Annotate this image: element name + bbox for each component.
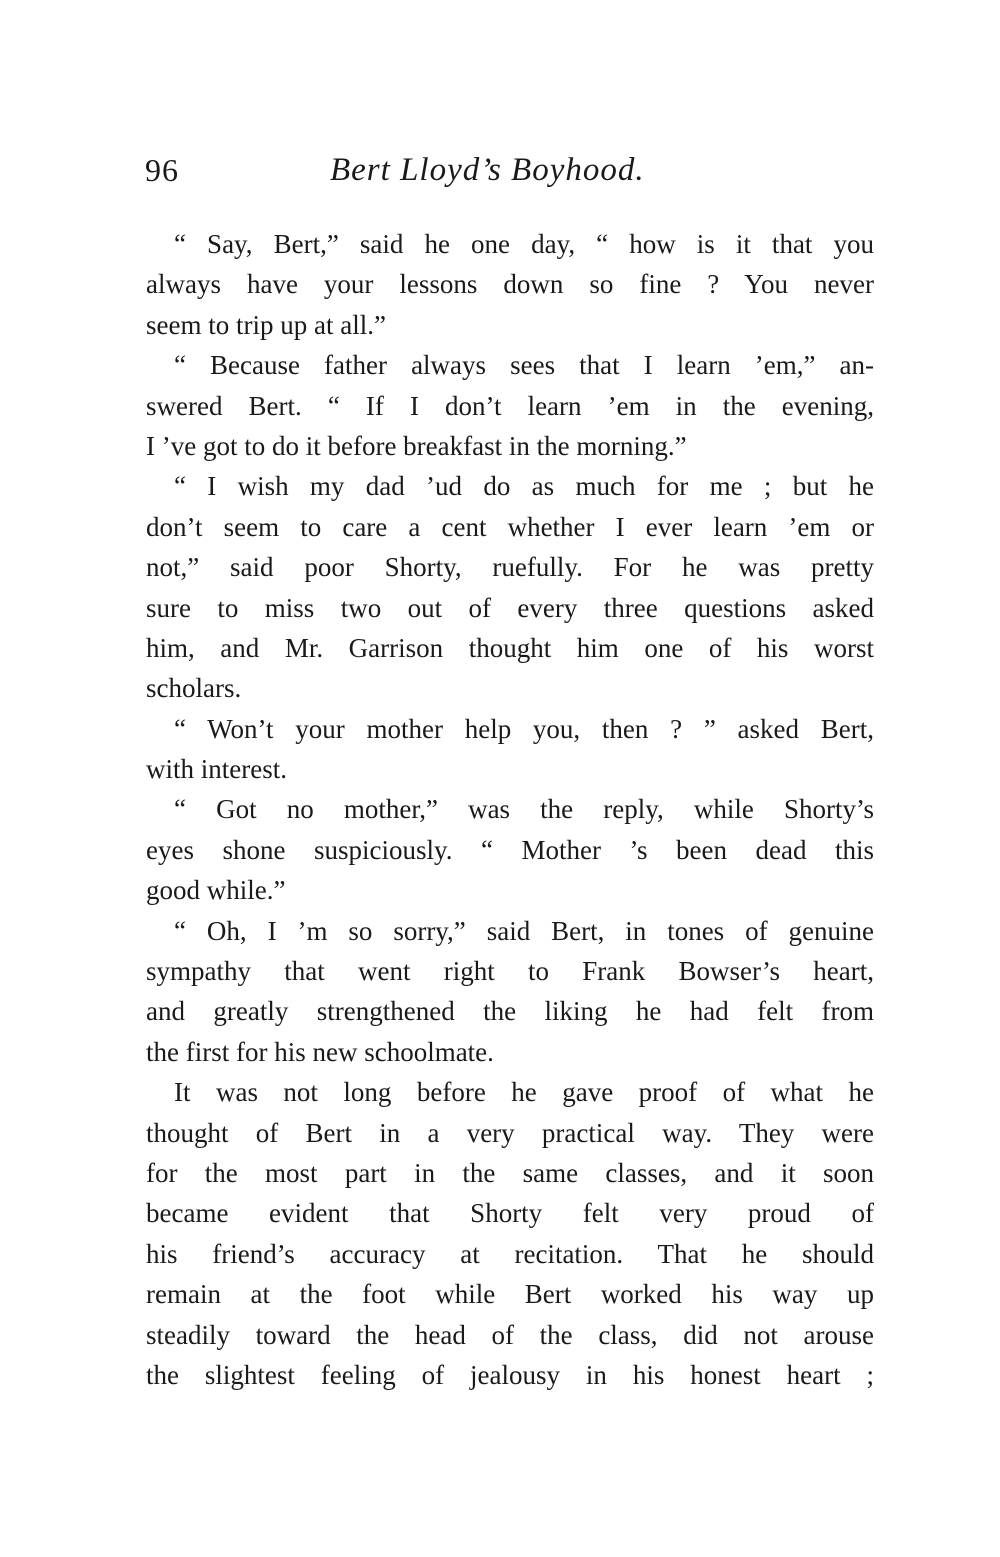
running-title: Bert Lloyd’s Boyhood. [330,152,645,188]
page-number: 96 [145,152,179,188]
text-line: seem to trip up at all.” [146,309,386,340]
text-line: always have your lessons down so fine ? You never [146,269,874,300]
text-line: steadily toward the head of the class, did not arouse [146,1319,874,1350]
text-line: “ Won’t your mother help you, then ? ” asked Bert, [174,713,874,744]
text-line: thought of Bert in a very practical way. They were [146,1117,874,1148]
text-line: him, and Mr. Garrison thought him one of his worst [146,632,874,663]
text-line: “ Oh, I ’m so sorry,” said Bert, in tones of genuine [174,915,874,946]
text-line: the first for his new schoolmate. [146,1036,494,1067]
page-header [145,152,885,202]
text-line: “ Say, Bert,” said he one day, “ how is it that you [174,229,874,259]
text-line: swered Bert. “ If I don’t learn ’em in the evening, [146,390,874,421]
text-line: “ Because father always sees that I learn ’em,” an- [174,350,874,381]
text-line: and greatly strengthened the liking he had felt from [146,996,874,1027]
text-line: the slightest feeling of jealousy in his honest heart ; [146,1359,874,1390]
text-line: eyes shone suspiciously. “ Mother ’s been dead this [146,834,874,865]
text-line: good while.” [146,875,286,906]
text-line: for the most part in the same classes, and it soon [146,1157,874,1188]
text-line: scholars. [146,673,242,704]
text-line: not,” said poor Shorty, ruefully. For he was pretty [146,552,874,583]
text-line: It was not long before he gave proof of what he [174,1077,874,1108]
text-line: “ Got no mother,” was the reply, while Shorty’s [174,794,874,825]
text-line: became evident that Shorty felt very proud of [146,1198,874,1229]
text-line: “ I wish my dad ’ud do as much for me ; but he [174,471,874,502]
text-line: sympathy that went right to Frank Bowser’s heart, [146,956,874,987]
text-line: remain at the foot while Bert worked his way up [146,1279,874,1310]
body-text [146,224,874,1395]
text-line: don’t seem to care a cent whether I ever learn ’em or [146,511,874,542]
text-line: with interest. [146,754,287,785]
text-line: I ’ve got to do it before breakfast in the morning.” [146,430,687,461]
text-line: sure to miss two out of every three questions asked [146,592,874,623]
text-line: his friend’s accuracy at recitation. That he should [146,1238,874,1269]
